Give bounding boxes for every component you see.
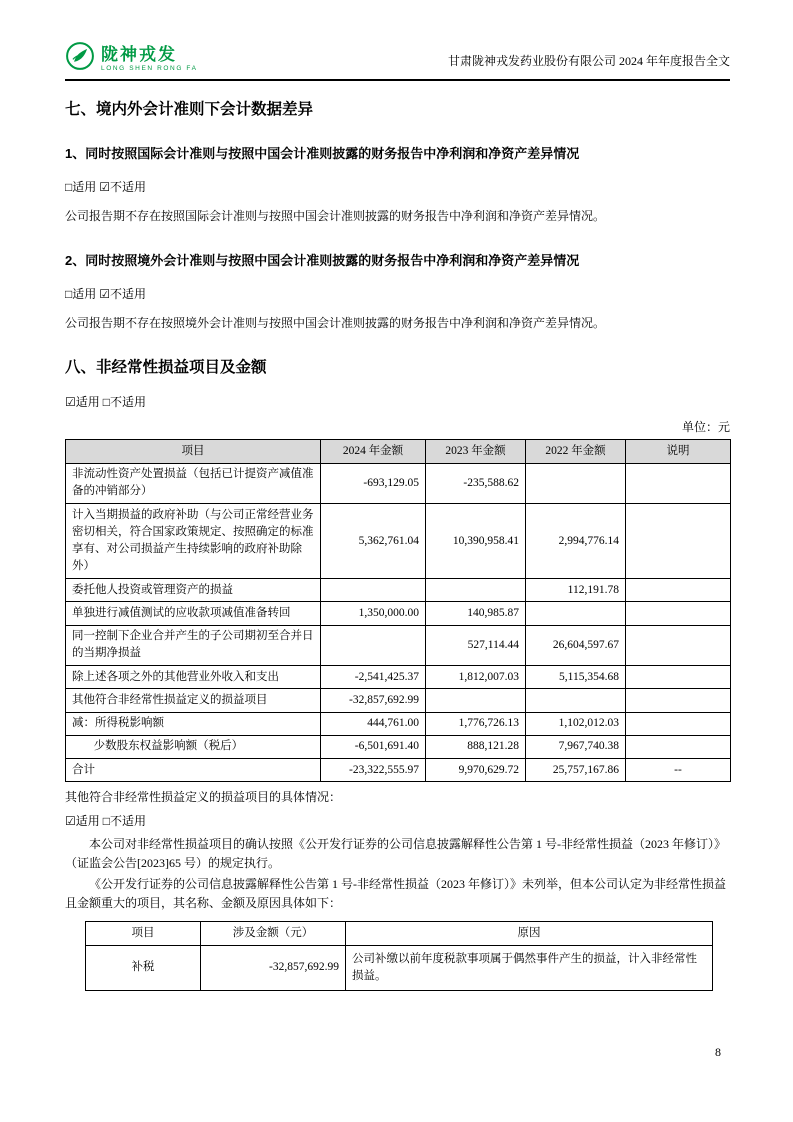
table-row [66,625,731,666]
amount-2022-cell [526,689,626,712]
company-logo-icon [65,41,95,71]
table-row [66,504,731,579]
section7-sub1-heading: 1、同时按照国际会计准则与按照中国会计准则披露的财务报告中净利润和净资产差异情况 [65,146,580,161]
item-cell: 减：所得税影响额 [66,712,321,735]
note-cell [626,712,731,735]
table-total-row [66,759,731,782]
amount-2024-cell [321,625,426,666]
header-note: 说明 [626,440,731,463]
detail-paragraph-2: 《公开发行证券的公司信息披露解释性公告第 1 号-非经常性损益（2023 年修订）》未列举，但本公司认定为非经常性损益且金额重大的项目，其名称、金额及原因具体如下： [65,876,727,911]
brand-name: 陇神戎发 [101,45,177,64]
amount-2023-cell: 527,114.44 [426,625,526,666]
amount-2023-cell: -235,588.62 [426,463,526,504]
amount-2023-cell: 888,121.28 [426,735,526,758]
note-cell [626,463,731,504]
table-row [66,689,731,712]
table-header-row [66,440,731,463]
header-item: 项目 [86,922,201,945]
header-2024: 2024 年金额 [321,440,426,463]
amount-2023-cell [426,689,526,712]
section7-sub2-heading: 2、同时按照境外会计准则与按照中国会计准则披露的财务报告中净利润和净资产差异情况 [65,253,580,269]
detail-paragraph-1: 本公司对非经常性损益项目的确认按照《公开发行证券的公司信息披露解释性公告第 1 号-非经常性损益（2023 年修订）》（证监会公告[2023]65 号）的规定执行。 [65,836,727,870]
item-cell: 计入当期损益的政府补助（与公司正常经营业务密切相关，符合国家政策规定、按照确定的标准享有、对公司损益产生持续影响的政府补助除外） [66,504,321,579]
company-logo [65,40,198,72]
amount-2024-cell: -693,129.05 [321,463,426,504]
section7-sub2-applicability: □适用 ☑不适用 [65,287,147,302]
amount-2022-cell: 1,102,012.03 [526,712,626,735]
amount-2022-cell: 112,191.78 [526,579,626,602]
note-cell [626,602,731,625]
amount-2024-cell: 5,362,761.04 [321,504,426,579]
table-row [86,945,713,991]
amount-cell: -32,857,692.99 [201,945,346,991]
item-cell: 除上述各项之外的其他营业外收入和支出 [66,666,321,689]
amount-2022-cell: 7,967,740.38 [526,735,626,758]
amount-2024-cell: -2,541,425.37 [321,666,426,689]
amount-2022-cell [526,463,626,504]
item-cell: 委托他人投资或管理资产的损益 [66,579,321,602]
amount-2023-cell: 1,776,726.13 [426,712,526,735]
section8-applicability: ☑适用 □不适用 [65,395,147,410]
item-cell: 补税 [86,945,201,991]
brand-subtitle: LONG SHEN RONG FA [101,65,198,72]
section7-sub1-body: 公司报告期不存在按照国际会计准则与按照中国会计准则披露的财务报告中净利润和净资产差异情况。 [65,209,606,223]
item-cell: 其他符合非经常性损益定义的损益项目 [66,689,321,712]
header-reason: 原因 [346,922,713,945]
item-cell: 单独进行减值测试的应收款项减值准备转回 [66,602,321,625]
section7-sub2-body: 公司报告期不存在按照境外会计准则与按照中国会计准则披露的财务报告中净利润和净资产差异情况。 [65,316,606,331]
document-title: 甘肃陇神戎发药业股份有限公司 2024 年年度报告全文 [447,54,730,68]
detail-intro: 其他符合非经常性损益定义的损益项目的具体情况： [65,790,342,805]
header-amount: 涉及金额（元） [201,922,346,945]
table-row [66,735,731,758]
detail-applicability: ☑适用 □不适用 [65,813,147,828]
table-row [66,712,731,735]
table-row [66,602,731,625]
amount-2022-cell: 2,994,776.14 [526,504,626,579]
amount-2022-cell [526,602,626,625]
amount-2023-cell: 140,985.87 [426,602,526,625]
table-header-row [86,922,713,945]
section8-heading: 八、非经常性损益项目及金额 [65,359,267,377]
amount-2024-cell: 1,350,000.00 [321,602,426,625]
item-cell: 同一控制下企业合并产生的子公司期初至合并日的当期净损益 [66,625,321,666]
note-cell [626,666,731,689]
header-2023: 2023 年金额 [426,440,526,463]
note-cell: -- [626,759,731,782]
unit-label: 单位：元 [681,420,730,435]
amount-2023-cell: 9,970,629.72 [426,759,526,782]
amount-2022-cell: 5,115,354.68 [526,666,626,689]
note-cell [626,735,731,758]
header-2022: 2022 年金额 [526,440,626,463]
amount-2022-cell: 26,604,597.67 [526,625,626,666]
page-number: 8 [715,1045,721,1059]
table-row [66,579,731,602]
note-cell [626,689,731,712]
reason-cell: 公司补缴以前年度税款事项属于偶然事件产生的损益，计入非经常性损益。 [346,945,713,991]
amount-2024-cell: -23,322,555.97 [321,759,426,782]
amount-2023-cell: 1,812,007.03 [426,666,526,689]
note-cell [626,625,731,666]
item-cell: 非流动性资产处置损益（包括已计提资产减值准备的冲销部分） [66,463,321,504]
table-row [66,463,731,504]
amount-2022-cell: 25,757,167.86 [526,759,626,782]
item-cell: 少数股东权益影响额（税后） [66,735,321,758]
amount-2024-cell: 444,761.00 [321,712,426,735]
non-recurring-items-table [65,439,731,782]
table-row [66,666,731,689]
amount-2024-cell: -32,857,692.99 [321,689,426,712]
amount-2024-cell: -6,501,691.40 [321,735,426,758]
header-item: 项目 [66,440,321,463]
page-header [65,40,730,81]
amount-2023-cell [426,579,526,602]
section7-sub1-applicability: □适用 ☑不适用 [65,180,147,194]
amount-2024-cell [321,579,426,602]
note-cell [626,579,731,602]
amount-2023-cell: 10,390,958.41 [426,504,526,579]
significant-items-table [85,921,713,991]
section7-heading: 七、境内外会计准则下会计数据差异 [65,101,314,118]
brand-text [101,40,198,72]
item-cell: 合计 [66,759,321,782]
note-cell [626,504,731,579]
